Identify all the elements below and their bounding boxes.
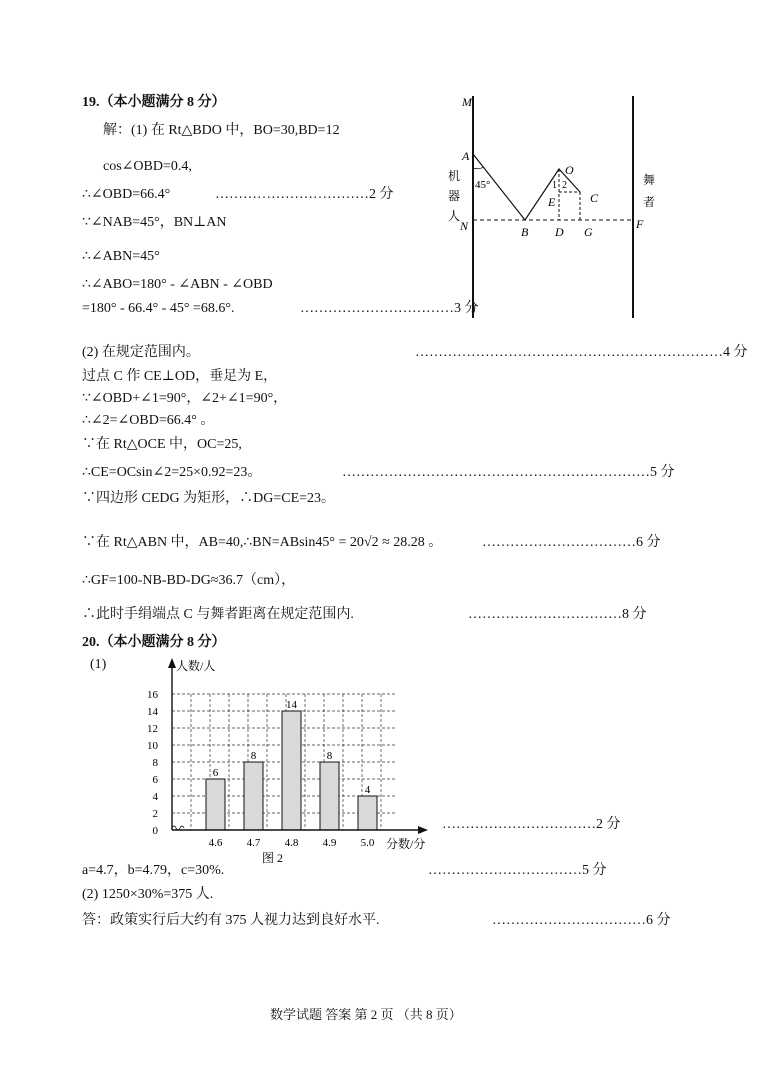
score-leader: ……………………………2 分: [442, 817, 621, 832]
label-E: E: [548, 195, 556, 209]
y-tick-label: 6: [152, 774, 158, 786]
q19-line-7: =180° - 66.4° - 45° =68.6°.: [82, 301, 235, 316]
score-leader: ……………………………5 分: [428, 863, 607, 878]
label-F: F: [636, 217, 644, 231]
score-leader: ……………………………6 分: [482, 535, 661, 550]
label-dancer-1: 舞: [643, 173, 656, 187]
score-leader: ……………………………2 分: [215, 187, 394, 202]
label-G: G: [584, 225, 593, 239]
q19-line-5: ∴∠ABN=45°: [82, 249, 160, 264]
y-tick-label: 12: [147, 723, 158, 735]
q19-line-2: cos∠OBD=0.4,: [103, 159, 192, 174]
q19-line-1: 解：(1) 在 Rt△BDO 中，BO=30,BD=12: [103, 123, 340, 138]
y-tick-label: 0: [152, 825, 158, 837]
bar-4.7: [244, 762, 263, 830]
bar-4.9: [320, 762, 339, 830]
q19-line-6: ∴∠ABO=180° - ∠ABN - ∠OBD: [82, 277, 273, 292]
q19-line-12: ∵在 Rt△OCE 中，OC=25,: [82, 437, 242, 452]
q19-figure: [440, 92, 670, 324]
label-O: O: [565, 163, 574, 177]
label-robot-1: 机: [448, 169, 461, 183]
y-axis-label: 人数/人: [176, 659, 216, 673]
q19-line-14: ∵四边形 CEDG 为矩形，∴DG=CE=23。: [82, 491, 336, 506]
bar-5.0: [358, 796, 377, 830]
score-leader: …………………………………………………………4 分: [415, 345, 748, 360]
y-tick-label: 2: [152, 808, 158, 820]
y-tick-label: 8: [152, 757, 158, 769]
bar-value-label: 4: [364, 784, 371, 796]
q19-line-17: ∴此时手绢端点 C 与舞者距离在规定范围内.: [82, 607, 354, 622]
label-D: D: [555, 225, 564, 239]
label-A: A: [462, 149, 470, 163]
label-1: 1: [552, 180, 557, 191]
q19-line-3: ∴∠OBD=66.4°: [82, 187, 171, 202]
score-leader: ……………………………3 分: [300, 301, 479, 316]
bar-value-label: 8: [250, 750, 257, 762]
q20-line-abc: a=4.7，b=4.79，c=30%.: [82, 863, 225, 878]
x-tick-label: 4.6: [208, 837, 223, 849]
label-2: 2: [562, 180, 567, 191]
label-M: M: [462, 95, 472, 109]
score-leader: ……………………………6 分: [492, 913, 671, 928]
q19-line-4: ∵∠NAB=45°，BN⊥AN: [82, 215, 227, 230]
label-C: C: [590, 191, 599, 205]
chart-caption: 图 2: [262, 851, 284, 864]
label-robot-2: 器: [448, 189, 461, 203]
bar-value-label: 6: [212, 767, 219, 779]
y-tick-label: 4: [152, 791, 158, 803]
q19-heading: 19.（本小题满分 8 分）: [82, 95, 226, 110]
q20-line-calc: (2) 1250×30%=375 人.: [82, 887, 214, 902]
q19-line-8: (2) 在规定范围内。: [82, 345, 200, 360]
q19-line-15: ∵在 Rt△ABN 中，AB=40,∴BN=ABsin45° = 20√2 ≈ 28.28 。: [82, 535, 443, 550]
bar-4.6: [206, 779, 225, 830]
y-tick-label: 10: [147, 740, 158, 752]
bar-chart: [140, 652, 440, 864]
label-45: 45°: [475, 179, 491, 191]
score-leader: …………………………………………………………5 分: [342, 465, 675, 480]
q20-part1: (1): [90, 657, 107, 672]
label-B: B: [521, 225, 529, 239]
bar-value-label: 8: [326, 750, 333, 762]
q20-heading: 20.（本小题满分 8 分）: [82, 635, 226, 650]
score-leader: ……………………………8 分: [468, 607, 647, 622]
label-dancer-2: 者: [643, 195, 656, 209]
q19-line-9: 过点 C 作 CE⊥OD，垂足为 E，: [82, 369, 278, 384]
q19-line-10: ∵∠OBD+∠1=90°，∠2+∠1=90°，: [82, 391, 288, 406]
bar-4.8: [282, 711, 301, 830]
bar-value-label: 14: [286, 699, 297, 711]
label-robot-3: 人: [448, 209, 461, 223]
x-tick-label: 4.7: [246, 837, 261, 849]
page-footer: 数学试题 答案 第 2 页 （共 8 页）: [270, 1007, 462, 1022]
x-axis-label: 分数/分: [386, 837, 426, 851]
y-tick-label: 16: [147, 689, 158, 701]
q19-line-11: ∴∠2=∠OBD=66.4° 。: [82, 413, 215, 428]
label-N: N: [460, 219, 469, 233]
x-tick-label: 4.9: [322, 837, 337, 849]
y-tick-label: 14: [147, 706, 158, 718]
q20-line-answer: 答：政策实行后大约有 375 人视力达到良好水平.: [82, 913, 380, 928]
q19-line-16: ∴GF=100-NB-BD-DG≈36.7（cm），: [82, 573, 296, 588]
q19-line-13: ∴CE=OCsin∠2=25×0.92=23。: [82, 465, 262, 480]
x-tick-label: 5.0: [360, 837, 375, 849]
x-tick-label: 4.8: [284, 837, 299, 849]
